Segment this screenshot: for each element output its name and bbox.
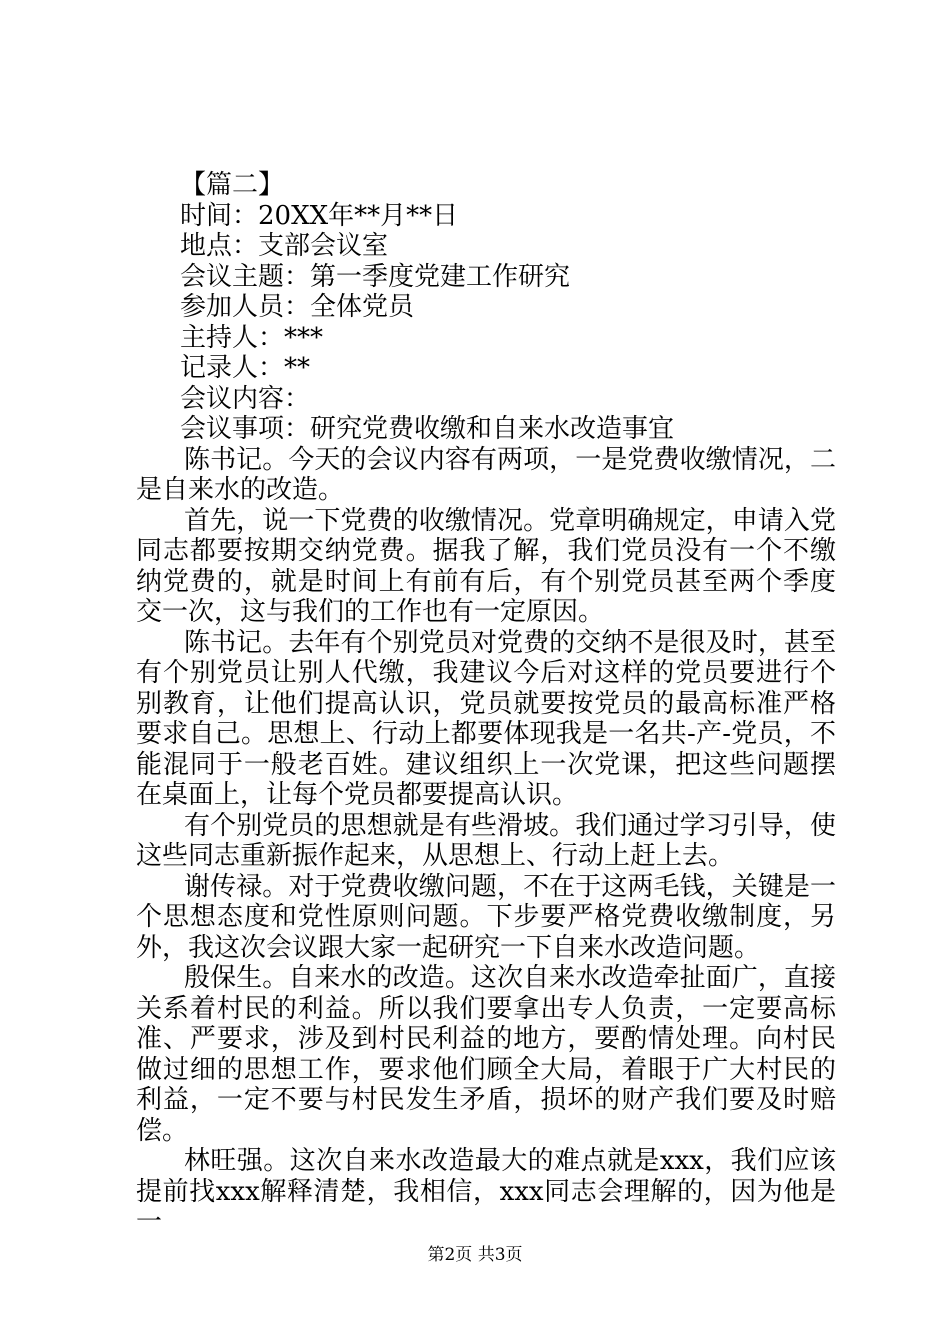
paragraph: 谢传禄。对于党费收缴问题，不在于这两毛钱，关键是一个思想态度和党性原则问题。下步要严格党费收缴制度，另外，我这次会议跟大家一起研究一下自来水改造问题。 <box>136 871 836 963</box>
meeting-time: 时间：20XX年**月**日 <box>180 200 459 231</box>
paragraph: 有个别党员的思想就是有些滑坡。我们通过学习引导，使这些同志重新振作起来，从思想上、行动上赶上去。 <box>136 810 836 871</box>
paragraph: 陈书记。今天的会议内容有两项，一是党费收缴情况，二是自来水的改造。 <box>136 444 836 505</box>
meeting-content-label: 会议内容： <box>180 383 311 414</box>
meeting-agenda: 会议事项：研究党费收缴和自来水改造事宜 <box>180 414 675 444</box>
paragraph: 林旺强。这次自来水改造最大的难点就是xxx，我们应该提前找xxx解释清楚，我相信，xxx同志会理解的，因为他是一 <box>136 1146 836 1237</box>
page-footer: 第2页 共3页 <box>427 1245 523 1265</box>
meeting-host: 主持人：*** <box>180 322 324 353</box>
section-title: 【篇二】 <box>180 170 285 200</box>
meeting-recorder: 记录人：** <box>180 353 311 383</box>
document-body <box>136 170 836 1238</box>
paragraph: 陈书记。去年有个别党员对党费的交纳不是很及时，甚至有个别党员让别人代缴，我建议今后对这样的党员要进行个别教育，让他们提高认识，党员就要按党员的最高标准严格要求自己。思想上、行动上都要体现我是一名共-产-党员，不能混同于一般老百姓。建议组织上一次党课，把这些问题摆在桌面上，让每个党员都要提高认识。 <box>136 627 836 810</box>
meeting-topic: 会议主题：第一季度党建工作研究 <box>180 261 571 292</box>
paragraph: 殷保生。自来水的改造。这次自来水改造牵扯面广，直接关系着村民的利益。所以我们要拿出专人负责，一定要高标准、严要求，涉及到村民利益的地方，要酌情处理。向村民做过细的思想工作，要求他们顾全大局，着眼于广大村民的利益，一定不要与村民发生矛盾，损坏的财产我们要及时赔偿。 <box>136 963 836 1146</box>
meeting-location: 地点：支部会议室 <box>180 231 389 261</box>
paragraph: 首先，说一下党费的收缴情况。党章明确规定，申请入党同志都要按期交纳党费。据我了解，我们党员没有一个不缴纳党费的，就是时间上有前有后，有个别党员甚至两个季度交一次，这与我们的工作也有一定原因。 <box>136 505 836 627</box>
meeting-attendees: 参加人员：全体党员 <box>180 292 415 322</box>
